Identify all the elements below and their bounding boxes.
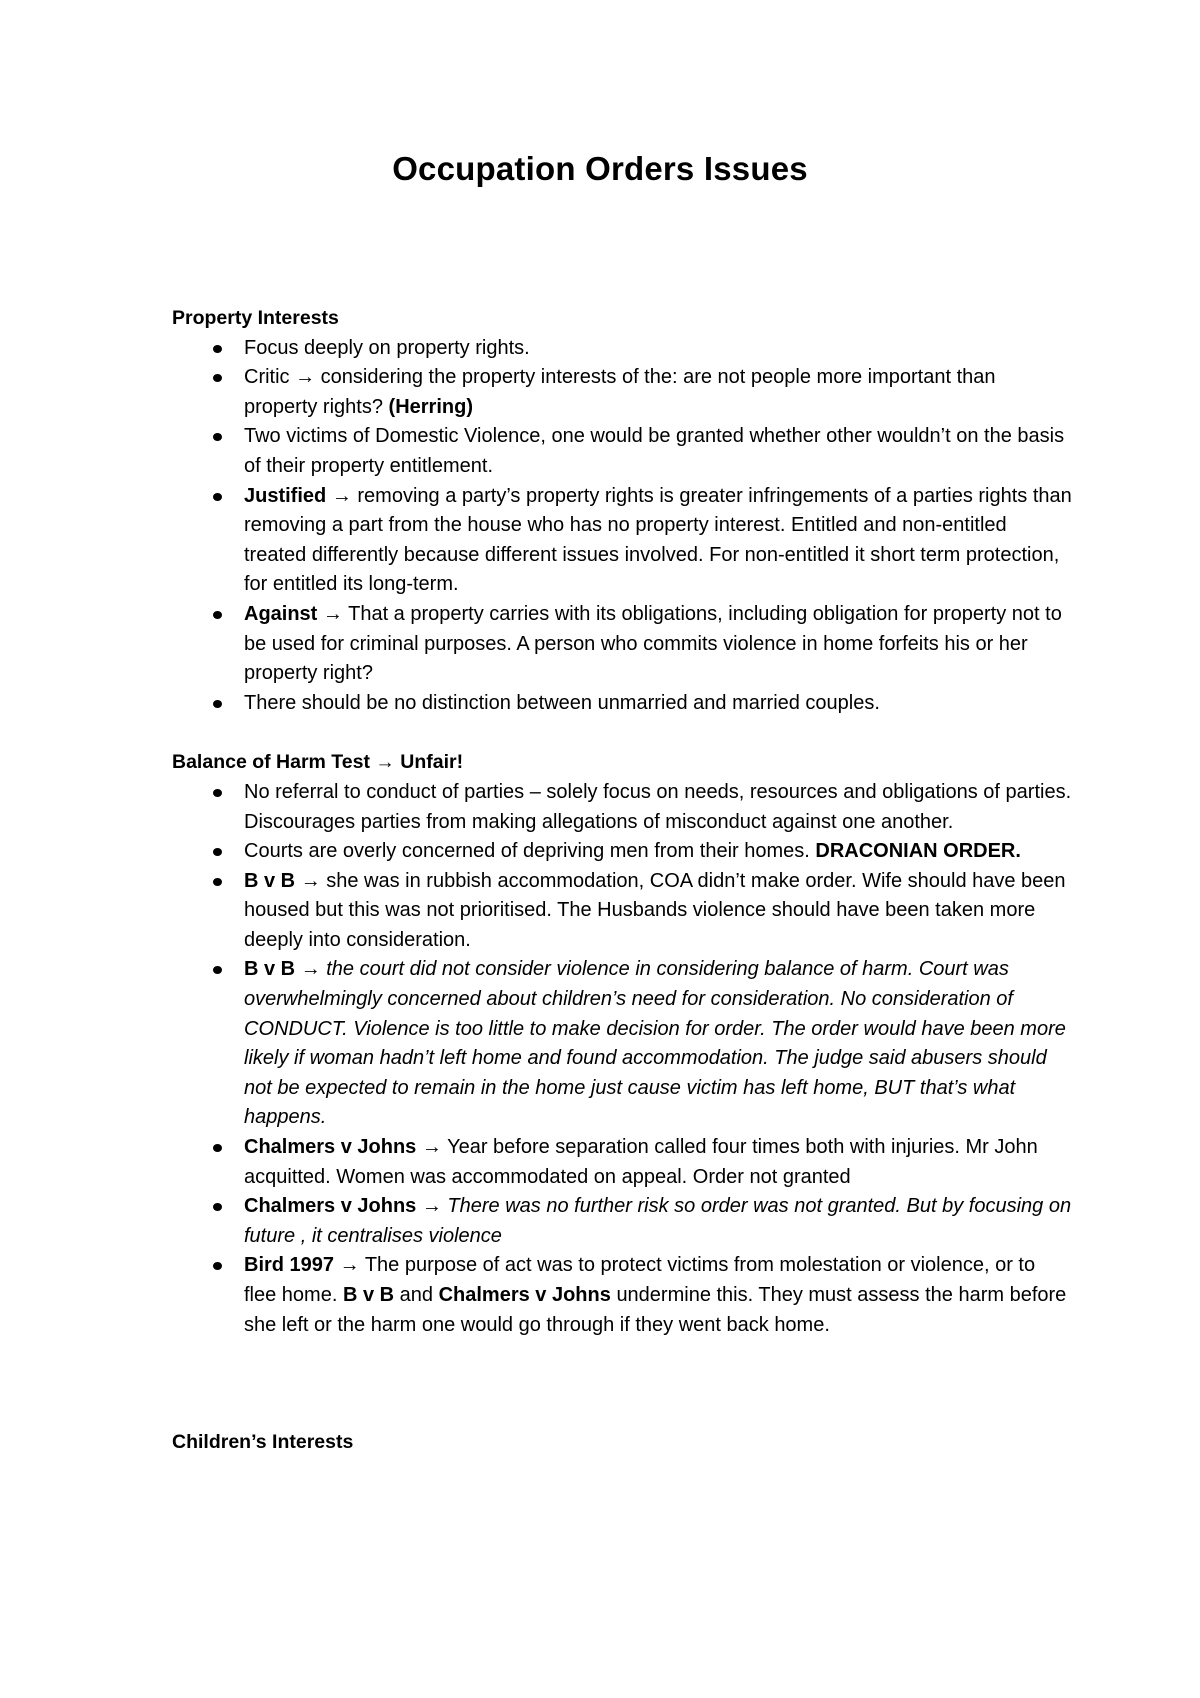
list-item: Courts are overly concerned of depriving men from their homes. DRACONIAN ORDER. [172, 837, 1072, 867]
arrow-icon: → [322, 602, 343, 625]
list-item: There should be no distinction between unmarried and married couples. [172, 689, 1072, 719]
list-item: Critic → considering the property interests of the: are not people more important than property rights? (Herring) [172, 363, 1072, 422]
arrow-icon: → [421, 1136, 442, 1159]
balance-of-harm-list [172, 778, 1072, 1340]
bullet-icon [213, 878, 222, 886]
arrow-icon: → [339, 1254, 360, 1277]
list-item: Two victims of Domestic Violence, one would be granted whether other wouldn’t on the basis of their property entitlement. [172, 422, 1072, 481]
list-item: B v B → the court did not consider violence in considering balance of harm. Court was overwhelmingly concerned about children’s need for consideration. No consideration of CONDUCT. Violence is too little to make decision for order. The order would have been more likely if woman hadn’t left home and found accommodation. The judge said abusers should not be expected to remain in the home just cause victim has left home, BUT that’s what happens. [172, 955, 1072, 1133]
bullet-icon [213, 1262, 222, 1270]
bullet-icon [213, 789, 222, 797]
list-item: Bird 1997 → The purpose of act was to protect victims from molestation or violence, or to flee home. B v B and Chalmers v Johns undermine this. They must assess the harm before she left or the harm one would go through if they went back home. [172, 1251, 1072, 1340]
section-heading-property-interests: Property Interests [172, 307, 339, 329]
property-interests-list [172, 334, 1072, 719]
arrow-icon: → [300, 958, 321, 981]
bullet-icon [213, 1203, 222, 1211]
section-heading-balance-of-harm: Balance of Harm Test → Unfair! [172, 751, 464, 774]
arrow-icon: → [375, 751, 395, 774]
list-item: Against → That a property carries with its obligations, including obligation for property not to be used for criminal purposes. A person who commits violence in home forfeits his or her property right? [172, 600, 1072, 689]
page-title: Occupation Orders Issues [392, 150, 808, 187]
bullet-icon [213, 345, 222, 353]
arrow-icon: → [300, 869, 321, 892]
list-item: Chalmers v Johns → There was no further risk so order was not granted. But by focusing on future , it centralises violence [172, 1192, 1072, 1251]
list-item: B v B → she was in rubbish accommodation, COA didn’t make order. Wife should have been housed but this was not prioritised. The Husbands violence should have been taken more deeply into consideration. [172, 867, 1072, 956]
bullet-icon [213, 1144, 222, 1152]
bullet-icon [213, 848, 222, 856]
list-item: Justified → removing a party’s property rights is greater infringements of a parties rights than removing a part from the house who has no property interest. Entitled and non-entitled treated differently because different issues involved. For non-entitled it short term protection, for entitled its long-term. [172, 482, 1072, 600]
document-body [172, 304, 1072, 1458]
arrow-icon: → [421, 1195, 442, 1218]
section-heading-childrens-interests: Children’s Interests [172, 1431, 354, 1454]
list-item: Focus deeply on property rights. [172, 334, 1072, 364]
arrow-icon: → [295, 366, 316, 389]
list-item: No referral to conduct of parties – solely focus on needs, resources and obligations of parties. Discourages parties from making allegations of misconduct against one another. [172, 778, 1072, 837]
bullet-icon [213, 374, 222, 382]
list-item: Chalmers v Johns → Year before separation called four times both with injuries. Mr John acquitted. Women was accommodated on appeal. Order not granted [172, 1133, 1072, 1192]
bullet-icon [213, 966, 222, 974]
arrow-icon: → [331, 484, 352, 507]
bullet-icon [213, 700, 222, 708]
bullet-icon [213, 611, 222, 619]
bullet-icon [213, 493, 222, 501]
bullet-icon [213, 433, 222, 441]
